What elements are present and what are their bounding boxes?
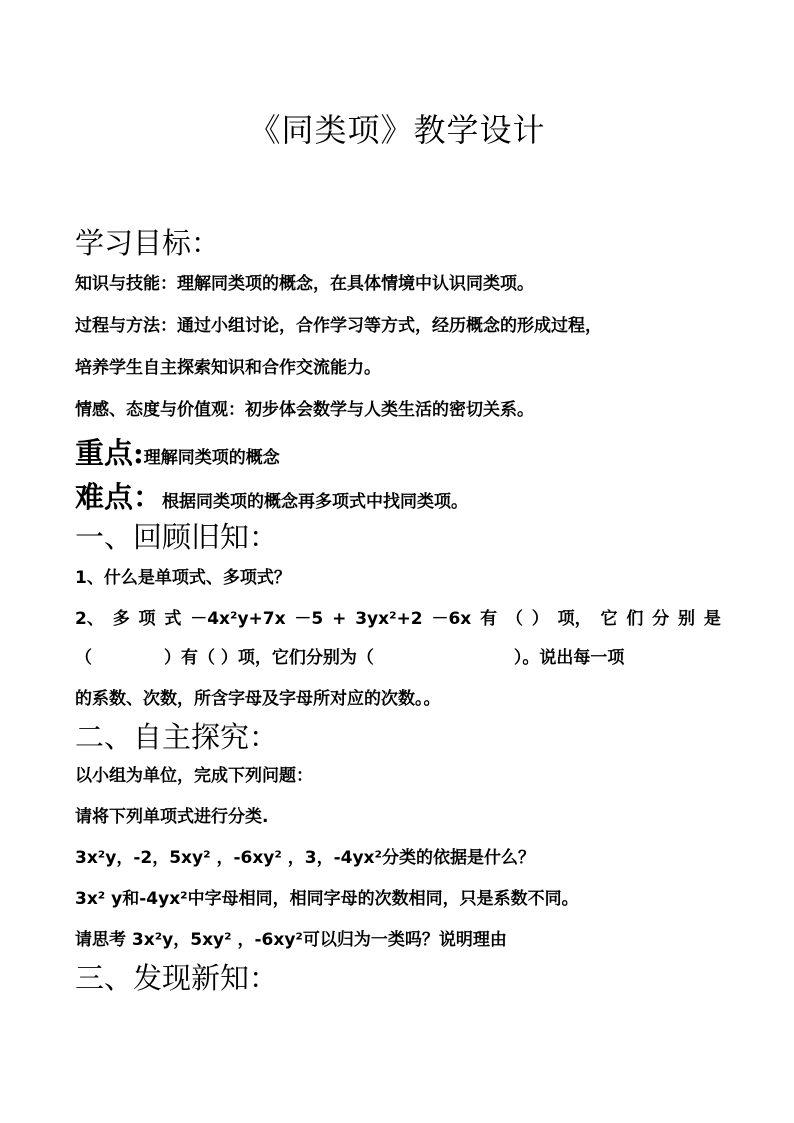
q2-part: 项， [557, 609, 592, 629]
q2-line2-end: ）。说出每一项 [513, 648, 625, 668]
section2-observation: 3x² y和-4yx²中字母相同，相同字母的次数相同，只是系数不同。 [75, 889, 579, 909]
q2-part: 别 [678, 609, 695, 629]
q2-part: 式 [164, 609, 182, 629]
section1-q2-line1 [75, 606, 721, 632]
section1-q1: 1、什么是单项式、多项式？ [75, 568, 291, 588]
section2-task: 请将下列单项式进行分类. [75, 807, 269, 827]
objectives-heading: 学习目标： [75, 226, 221, 260]
q2-part: 是 [703, 609, 721, 629]
difficulty-row [75, 478, 721, 516]
key-point-label: 重点: [75, 436, 144, 470]
q2-part: 项 [138, 609, 156, 629]
q2-part: ） [531, 609, 549, 629]
q2-part: －6x [431, 609, 472, 629]
objective-knowledge: 知识与技能：理解同类项的概念，在具体情境中认识同类项。 [75, 274, 534, 294]
objective-process-line2: 培养学生自主探索知识和合作交流能力。 [75, 358, 381, 378]
q2-part: + [332, 609, 347, 629]
difficulty-text: 根据同类项的概念再多项式中找同类项。 [162, 492, 469, 512]
section1-q2-line3: 的系数、次数，所含字母及字母所对应的次数。。 [75, 689, 441, 709]
page-title: 《同类项》教学设计 [248, 111, 546, 149]
difficulty-label: 难点： [75, 480, 163, 514]
objective-process-line1: 过程与方法：通过小组讨论，合作学习等方式，经历概念的形成过程， [75, 316, 602, 336]
q2-part: 们 [626, 609, 644, 629]
q2-part: 3yx²+2 [355, 609, 423, 629]
q2-line2-open: （ [75, 648, 92, 668]
section3-heading: 三、发现新知： [75, 961, 279, 995]
q2-part: 多 [112, 609, 130, 629]
section1-q2-line2 [75, 645, 721, 671]
section1-heading: 一、回顾旧知： [75, 520, 279, 554]
q2-part: 分 [652, 609, 670, 629]
q2-part: 2、 [75, 609, 104, 629]
q2-part: －4x²y+7x [190, 609, 286, 629]
section2-heading: 二、自主探究： [75, 720, 279, 754]
key-point-text: 理解同类项的概念 [143, 448, 280, 468]
q2-line2-middle: ）有（ ）项，它们分别为（ [164, 648, 374, 668]
objective-emotion: 情感、态度与价值观：初步体会数学与人类生活的密切关系。 [75, 400, 534, 420]
q2-part: （ [505, 609, 523, 629]
key-point-row [75, 434, 721, 472]
q2-part: 它 [600, 609, 618, 629]
q2-part: －5 [294, 609, 324, 629]
q2-part: 有 [480, 609, 498, 629]
section2-question: 请思考 3x²y，5xy² ，-6xy²可以归为一类吗？说明理由 [75, 930, 507, 950]
section2-monomials: 3x²y，-2，5xy² ，-6xy² ，3，-4yx²分类的依据是什么？ [75, 848, 535, 868]
section2-intro: 以小组为单位，完成下列问题： [75, 766, 313, 786]
